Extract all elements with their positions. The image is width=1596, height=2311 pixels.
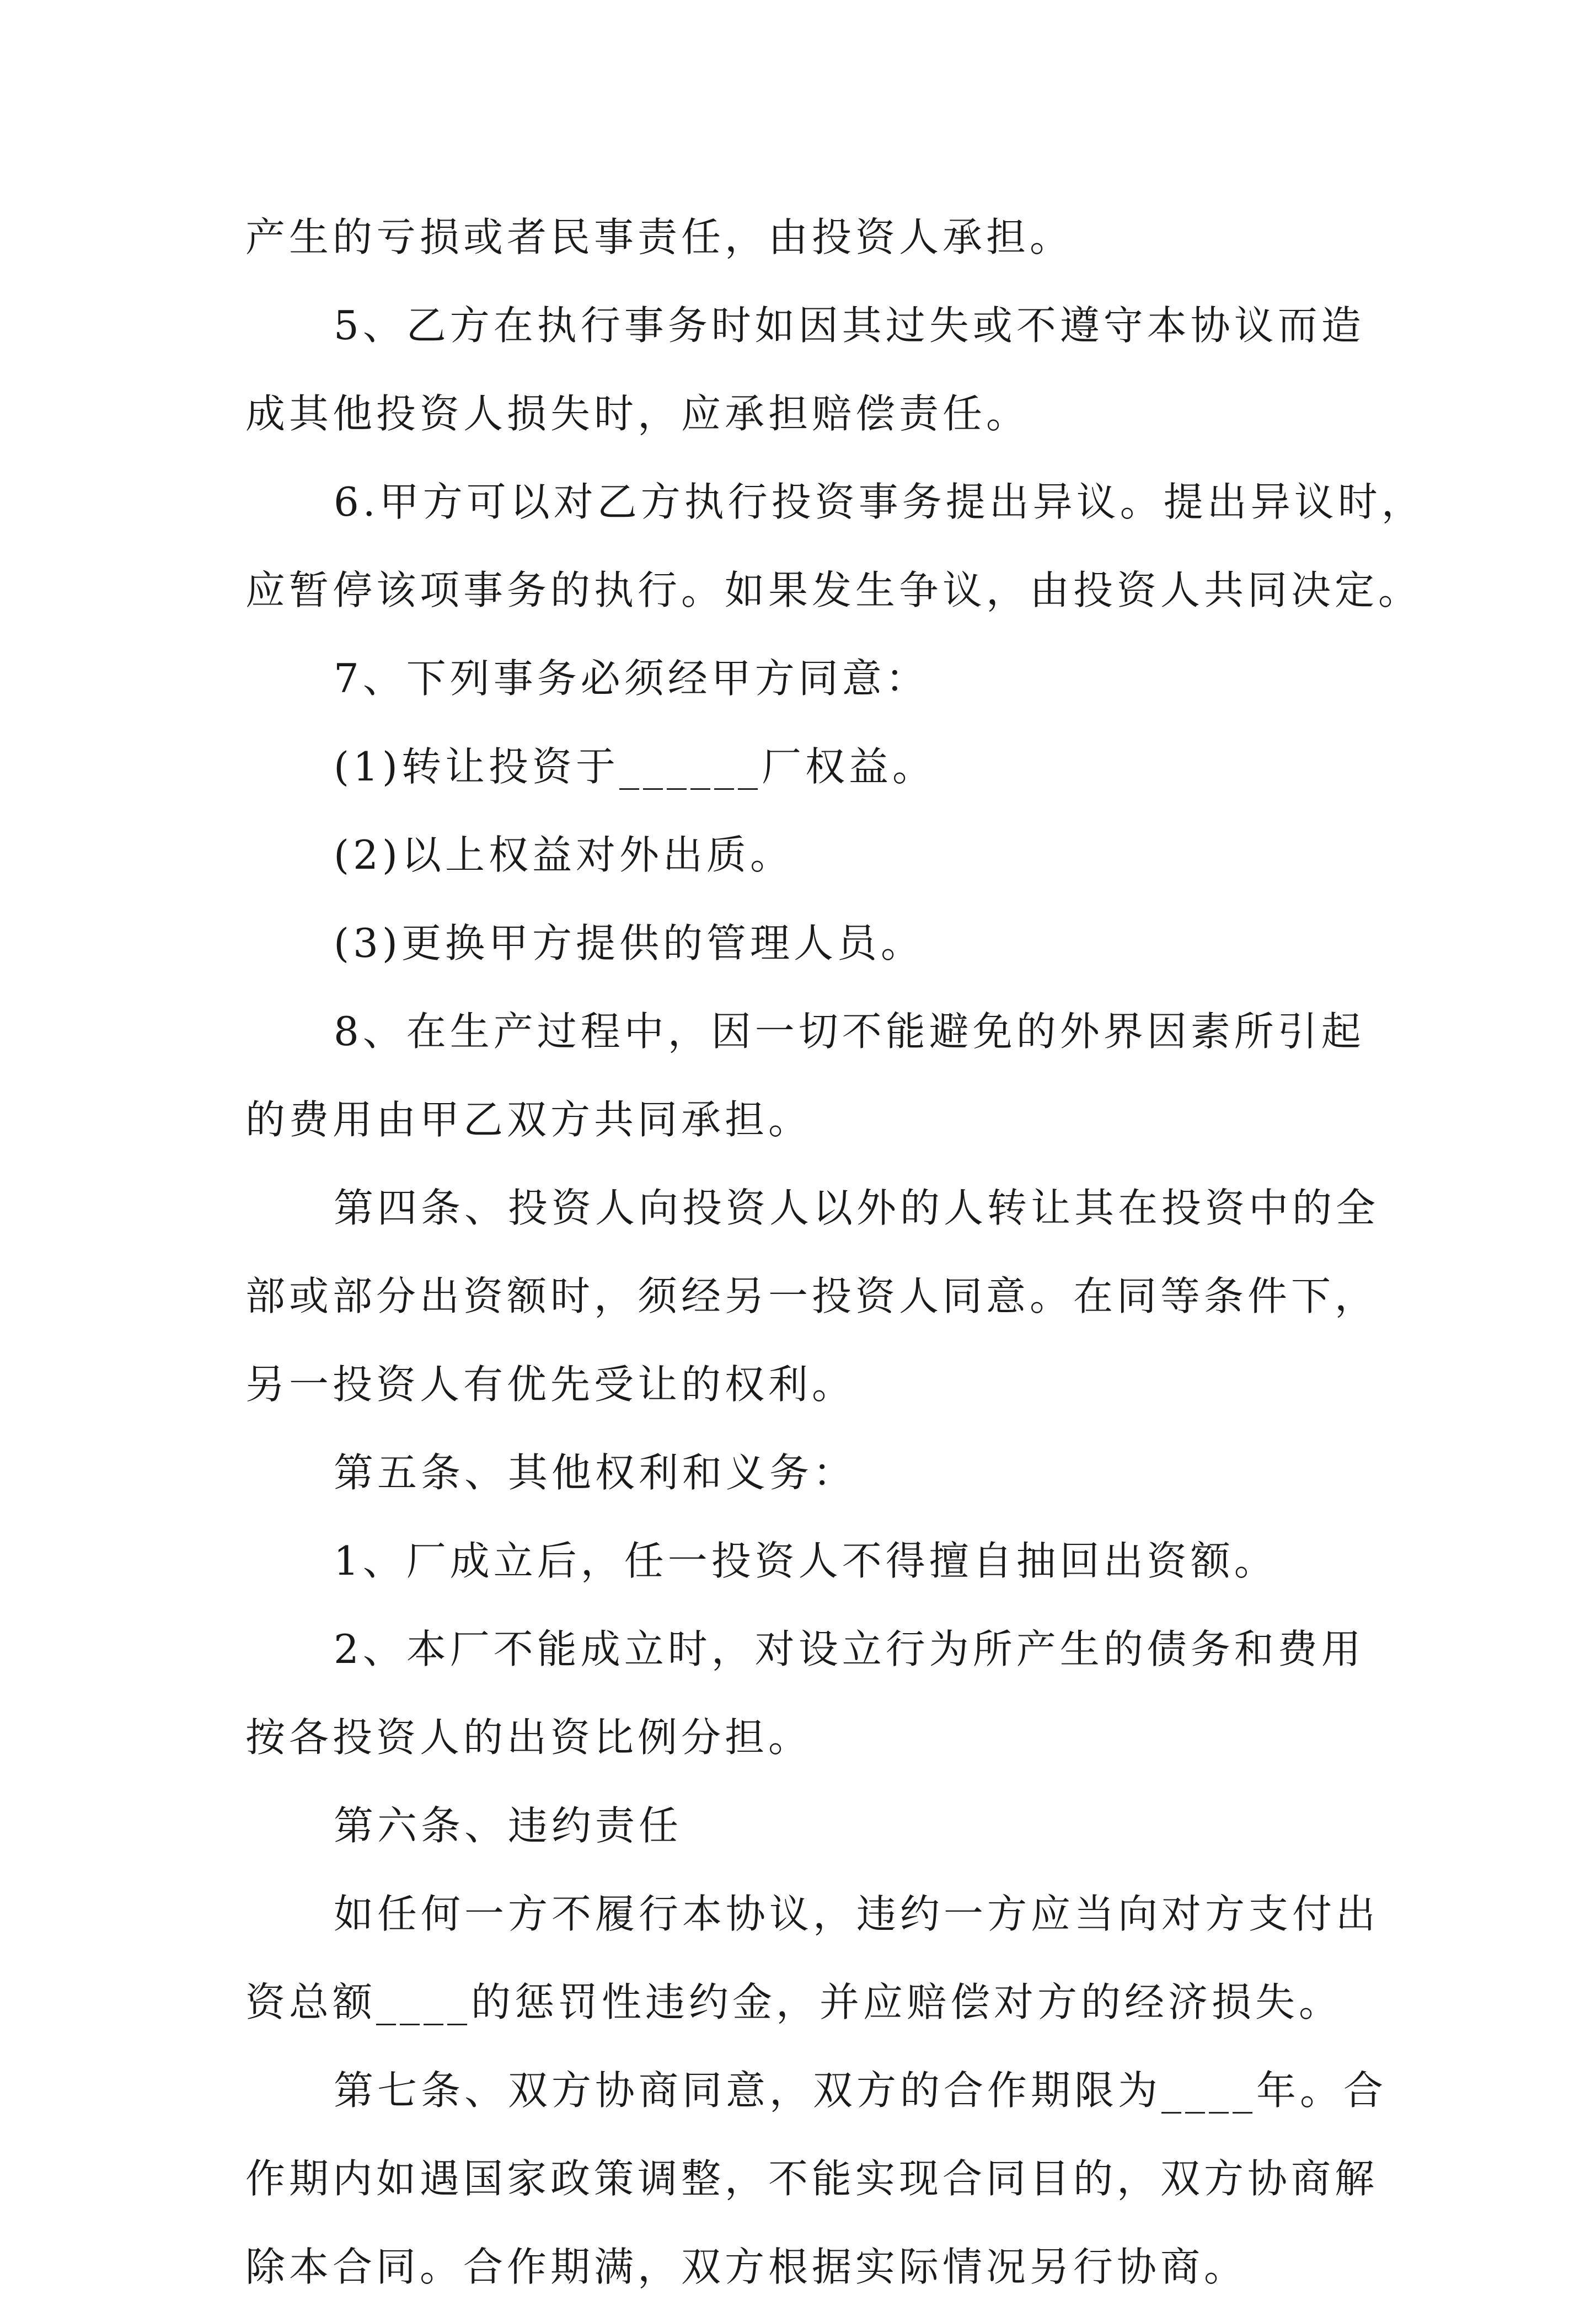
text-line: (1)转让投资于______厂权益。: [334, 743, 936, 790]
text-line: 产生的亏损或者民事责任，由投资人承担。: [245, 214, 1074, 260]
text-line: 除本合同。合作期满，双方根据实际情况另行协商。: [245, 2244, 1248, 2290]
text-line: 第六条、违约责任: [334, 1802, 683, 1849]
text-line: (3)更换甲方提供的管理人员。: [334, 920, 924, 966]
text-line: 部或部分出资额时，须经另一投资人同意。在同等条件下，: [245, 1273, 1379, 1319]
text-line: 按各投资人的出资比例分担。: [245, 1714, 812, 1761]
text-line: 第五条、其他权利和义务：: [334, 1449, 857, 1496]
text-line: 如任何一方不履行本协议，违约一方应当向对方支付出: [334, 1891, 1380, 1937]
document-body: [245, 193, 1425, 2311]
text-line: 6.甲方可以对乙方执行投资事务提出异议。提出异议时，: [334, 479, 1425, 525]
text-line: 8、在生产过程中，因一切不能避免的外界因素所引起: [334, 1008, 1365, 1055]
text-line: 7、下列事务必须经甲方同意：: [334, 655, 929, 702]
text-line: 的费用由甲乙双方共同承担。: [245, 1096, 812, 1143]
text-line: 应暂停该项事务的执行。如果发生争议，由投资人共同决定。: [245, 567, 1422, 613]
text-line: 另一投资人有优先受让的权利。: [245, 1361, 856, 1408]
text-line: 2、本厂不能成立时，对设立行为所产生的债务和费用: [334, 1626, 1365, 1672]
text-line: 资总额____的惩罚性违约金，并应赔偿对方的经济损失。: [245, 1979, 1343, 2025]
text-line: 1、厂成立后，任一投资人不得擅自抽回出资额。: [334, 1538, 1278, 1584]
text-line: 成其他投资人损失时，应承担赔偿责任。: [245, 390, 1030, 437]
text-line: (2)以上权益对外出质。: [334, 832, 794, 878]
text-line: 作期内如遇国家政策调整，不能实现合同目的，双方协商解: [245, 2155, 1379, 2202]
text-line: 第四条、投资人向投资人以外的人转让其在投资中的全: [334, 1185, 1380, 1231]
text-line: 5、乙方在执行事务时如因其过失或不遵守本协议而造: [334, 302, 1365, 349]
text-line: 第七条、双方协商同意，双方的合作期限为____年。合: [334, 2067, 1388, 2114]
